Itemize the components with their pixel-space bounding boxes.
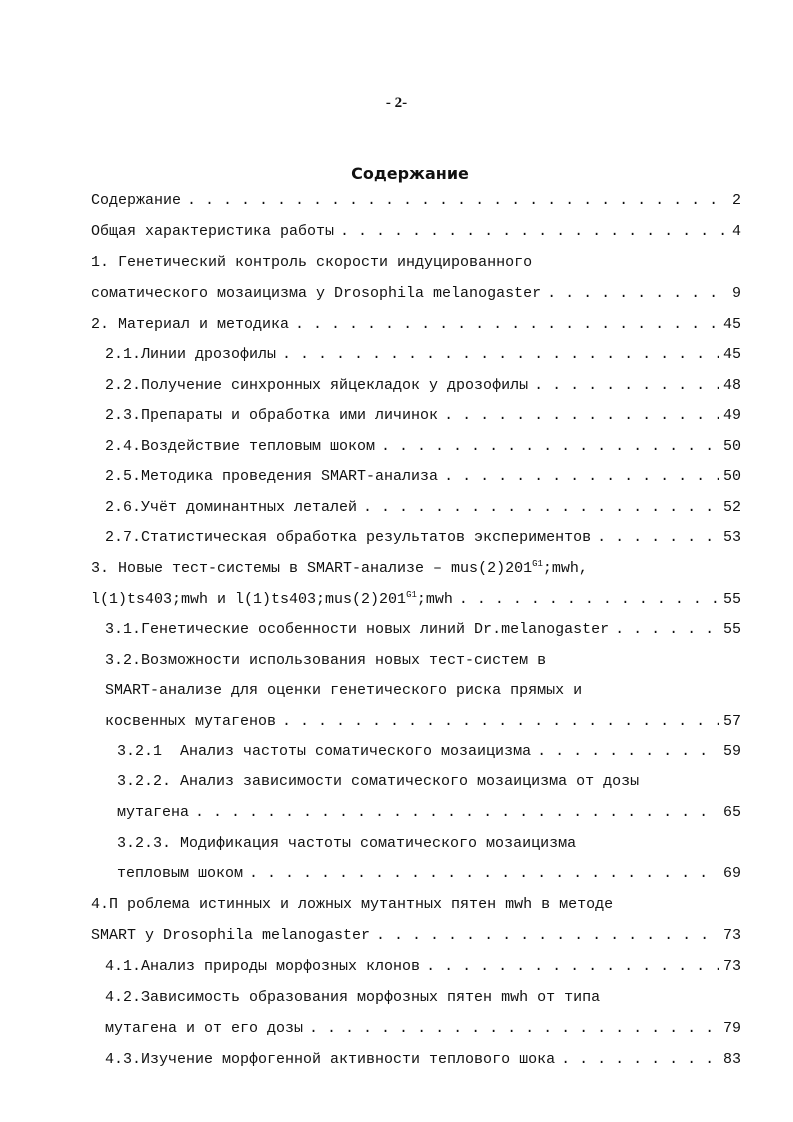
leader-dots xyxy=(187,191,728,211)
page-number: - 2- xyxy=(385,95,408,111)
leader-dots xyxy=(537,742,719,762)
toc-entry[interactable]: 2. Материал и методика . . . 45 xyxy=(91,315,741,335)
page-ref: 59 xyxy=(722,743,741,760)
page-ref: 50 xyxy=(722,468,741,485)
toc-entry[interactable]: 3.2.1 Анализ частоты соматического мозаицизма . . . 59 xyxy=(117,742,741,762)
toc-entry[interactable]: 2.7.Статистическая обработка результатов экспериментов . . . 53 xyxy=(105,528,741,548)
page-ref: 73 xyxy=(722,958,741,975)
toc-entry[interactable]: 2.3.Препараты и обработка ими личинок . . . 49 xyxy=(105,406,741,426)
page-ref: 55 xyxy=(722,591,741,608)
superscript: G1 xyxy=(532,559,543,569)
page-ref: 48 xyxy=(722,377,741,394)
page-ref: 50 xyxy=(722,438,741,455)
toc-entry[interactable]: 2.4.Воздействие тепловым шоком . . . 50 xyxy=(105,437,741,457)
toc-entry[interactable]: 3. Новые тест-системы в SMART-анализе – $mus(2)201^{G1};mwh$, xyxy=(91,559,588,577)
toc-entry[interactable]: Общая характеристика работы . . . 4 xyxy=(91,222,741,242)
toc-entry[interactable]: 2.1.Линии дрозофилы . . . 45 xyxy=(105,345,741,365)
page-ref: 2 xyxy=(731,192,741,209)
toc-entry[interactable]: мутагена и от его дозы . . . 79 xyxy=(105,1019,741,1039)
toc-entry[interactable]: 3.2.3. Модификация частоты соматического мозаицизма xyxy=(117,835,577,852)
toc-entry[interactable]: 1. Генетический контроль скорости индуцированного xyxy=(91,254,533,271)
toc-entry[interactable]: 4.2.Зависимость образования морфозных пятен mwh от типа xyxy=(105,989,601,1006)
leader-dots xyxy=(309,1019,719,1039)
toc-entry[interactable]: тепловым шоком . . . 69 xyxy=(117,864,741,884)
leader-dots xyxy=(376,926,719,946)
page-ref: 45 xyxy=(722,346,741,363)
page-ref: 45 xyxy=(722,316,741,333)
toc-entry[interactable]: 4.П роблема истинных и ложных мутантных пятен mwh в методе xyxy=(91,896,614,913)
toc-entry[interactable]: 3.2.Возможности использования новых тест-систем в xyxy=(105,652,547,669)
page-ref: 53 xyxy=(722,529,741,546)
leader-dots xyxy=(534,376,719,396)
leader-dots xyxy=(381,437,719,457)
leader-dots xyxy=(340,222,728,242)
leader-dots xyxy=(547,284,728,304)
toc-entry[interactable]: мутагена . . . 65 xyxy=(117,803,741,823)
page-ref: 65 xyxy=(722,804,741,821)
toc-entry[interactable]: SMART у Drosophila melanogaster . . . 73 xyxy=(91,926,741,946)
leader-dots xyxy=(444,467,719,487)
leader-dots xyxy=(459,590,719,610)
page-ref: 55 xyxy=(722,621,741,638)
leader-dots xyxy=(561,1050,719,1070)
page-ref: 4 xyxy=(731,223,741,240)
page-ref: 57 xyxy=(722,713,741,730)
toc-entry[interactable]: 2.6.Учёт доминантных леталей . . . 52 xyxy=(105,498,741,518)
leader-dots xyxy=(426,957,719,977)
page-ref: 52 xyxy=(722,499,741,516)
page-ref: 73 xyxy=(722,927,741,944)
toc-entry[interactable]: l(1)ts403;mwh и $l(1)ts403;mus(2)201^{G1};mwh$ . . . 55 xyxy=(91,590,741,610)
page-ref: 49 xyxy=(722,407,741,424)
toc-entry[interactable]: 2.2.Получение синхронных яйцекладок у дрозофилы . . . 48 xyxy=(105,376,741,396)
leader-dots xyxy=(195,803,719,823)
page-ref: 69 xyxy=(722,865,741,882)
page-ref: 83 xyxy=(722,1051,741,1068)
toc-entry[interactable]: 3.2.2. Анализ зависимости соматического мозаицизма от дозы xyxy=(117,773,640,790)
leader-dots xyxy=(363,498,719,518)
leader-dots xyxy=(282,345,719,365)
toc-entry[interactable]: SMART-анализе для оценки генетического риска прямых и xyxy=(105,682,583,699)
toc-entry[interactable]: соматического мозаицизма у Drosophila melanogaster . . . 9 xyxy=(91,284,741,304)
leader-dots xyxy=(597,528,719,548)
leader-dots xyxy=(295,315,719,335)
superscript: G1 xyxy=(406,590,417,600)
toc-entry[interactable]: 2.5.Методика проведения SMART-анализа . . . 50 xyxy=(105,467,741,487)
page-ref: 9 xyxy=(731,285,741,302)
toc-entry[interactable]: 4.1.Анализ природы морфозных клонов . . . 73 xyxy=(105,957,741,977)
toc-entry[interactable]: косвенных мутагенов . . . 57 xyxy=(105,712,741,732)
leader-dots xyxy=(249,864,719,884)
leader-dots xyxy=(444,406,719,426)
toc-entry[interactable]: 3.1.Генетические особенности новых линий Dr.melanogaster . . . 55 xyxy=(105,620,741,640)
toc-entry[interactable]: 4.3.Изучение морфогенной активности теплового шока . . . 83 xyxy=(105,1050,741,1070)
leader-dots xyxy=(615,620,719,640)
leader-dots xyxy=(282,712,719,732)
page-ref: 79 xyxy=(722,1020,741,1037)
toc-entry[interactable]: Содержание . . . 2 xyxy=(91,191,741,211)
toc-title: Содержание xyxy=(351,164,469,183)
